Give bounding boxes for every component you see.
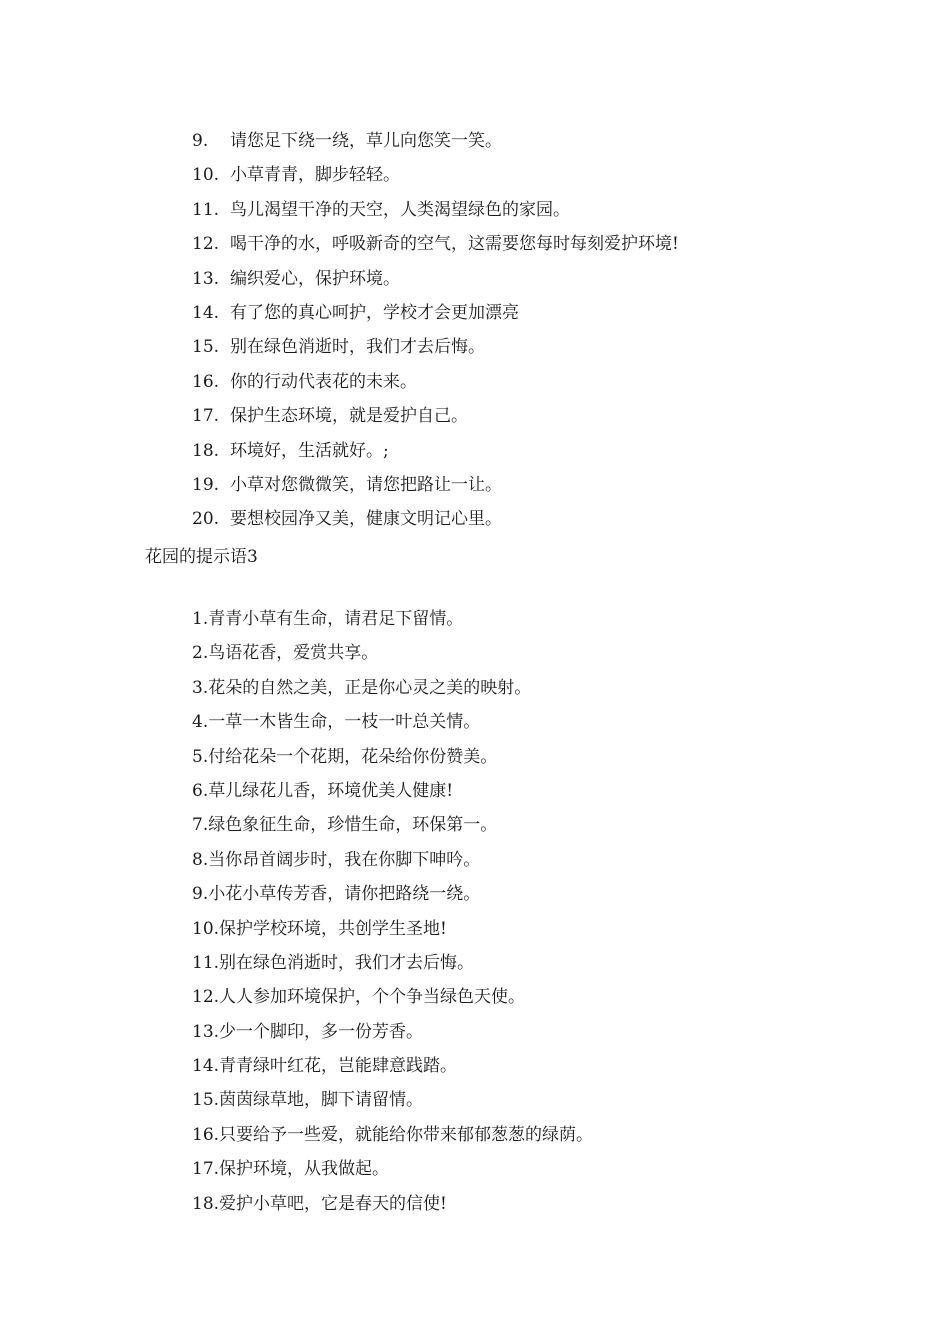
item-number: 20. [192,509,220,530]
item-number: 9. [192,131,209,151]
list-item [192,124,679,158]
item-number: 17. [192,406,220,427]
list-item: 14.青青绿叶红花，岂能肆意践踏。 [192,1056,458,1077]
item-number: 18. [192,440,220,461]
list-item [192,434,679,468]
item-number: 15. [192,337,220,358]
list-item: 2.鸟语花香，爱赏共享。 [192,643,379,664]
list-item [192,158,679,192]
list-item: 5.付给花朵一个花期，花朵给你份赞美。 [192,746,498,767]
list-item: 7.绿色象征生命，珍惜生命，环保第一。 [192,815,498,836]
section-heading: 花园的提示语3 [145,547,258,567]
list-item: 1.青青小草有生命，请君足下留情。 [192,609,464,629]
item-text: 要想校园净又美，健康文明记心里。 [230,509,502,530]
list-item [192,330,679,364]
list-item: 16.只要给予一些爱，就能给你带来郁郁葱葱的绿荫。 [192,1124,594,1145]
list-item [192,262,679,296]
list-item: 17.保护环境，从我做起。 [192,1159,390,1180]
item-text: 保护生态环境，就是爱护自己。 [230,406,468,427]
item-number: 13. [192,268,220,289]
slogan-list [192,602,593,1221]
item-text: 小草青青，脚步轻轻。 [230,165,400,186]
list-item: 10.保护学校环境，共创学生圣地! [192,918,447,939]
list-item: 13.少一个脚印，多一份芳香。 [192,1021,424,1042]
item-number: 14. [192,302,220,323]
list-item: 18.爱护小草吧，它是春天的信使! [192,1193,447,1214]
item-text: 请您足下绕一绕，草儿向您笑一笑。 [230,131,502,151]
list-item [192,296,679,330]
item-text: 环境好，生活就好。; [230,440,389,461]
item-number: 19. [192,474,220,495]
list-item: 6.草儿绿花儿香，环境优美人健康! [192,780,454,801]
slogan-list-continued [192,124,679,537]
list-item: 12.人人参加环境保护，个个争当绿色天使。 [192,987,526,1008]
item-text: 编织爱心，保护环境。 [230,268,400,289]
item-text: 鸟儿渴望干净的天空，人类渴望绿色的家园。 [230,199,570,220]
list-item: 3.花朵的自然之美，正是你心灵之美的映射。 [192,677,532,698]
item-text: 喝干净的水，呼吸新奇的空气，这需要您每时每刻爱护环境! [230,234,679,255]
item-text: 小草对您微微笑，请您把路让一让。 [230,474,502,495]
list-item: 8.当你昂首阔步时，我在你脚下呻吟。 [192,849,481,870]
list-item: 9.小花小草传芳香，请你把路绕一绕。 [192,884,481,905]
item-number: 10. [192,165,220,186]
item-text: 你的行动代表花的未来。 [230,371,417,392]
list-item [192,468,679,502]
item-number: 11. [192,199,220,220]
item-number: 12. [192,234,220,255]
list-item: 15.茵茵绿草地，脚下请留情。 [192,1090,424,1111]
list-item: 11.别在绿色消逝时，我们才去后悔。 [192,952,475,973]
item-number: 16. [192,371,220,392]
list-item [192,365,679,399]
item-text: 有了您的真心呵护，学校才会更加漂亮 [230,302,519,323]
list-item [192,193,679,227]
list-item [192,502,679,536]
list-item [192,399,679,433]
list-item: 4.一草一木皆生命，一枝一叶总关情。 [192,712,481,733]
item-text: 别在绿色消逝时，我们才去后悔。 [230,337,485,358]
list-item [192,227,679,261]
